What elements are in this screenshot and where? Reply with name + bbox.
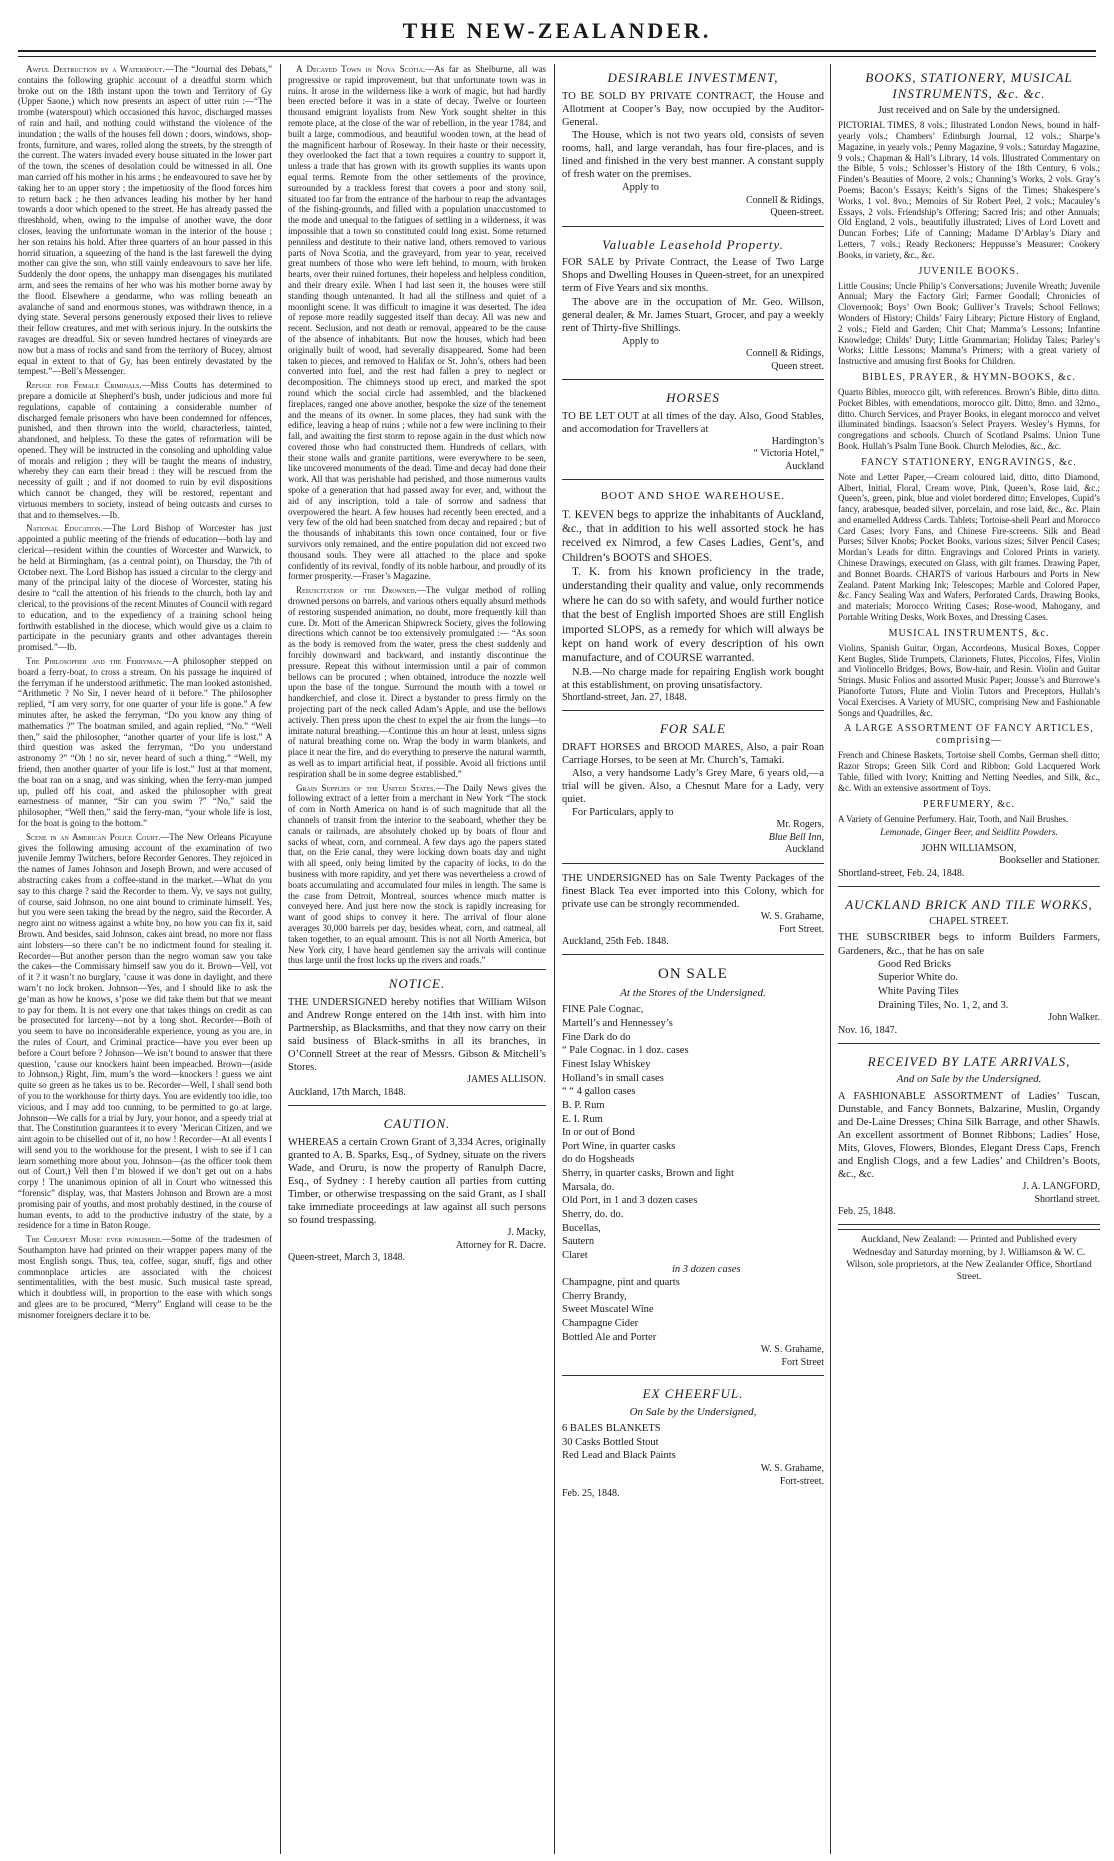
tea-signature-street: Fort Street. [779,923,824,935]
onsale-item: Champagne, pint and quarts [562,1277,680,1289]
leasehold-ad [562,231,824,380]
excheerful-item: Red Lead and Black Paints [562,1450,676,1462]
notice-date: Auckland, 17th March, 1848. [288,1086,406,1098]
brick-ad [838,891,1100,1044]
article-title: A Decayed Town in Nova Scotia. [296,64,426,74]
notice-body: THE UNDERSIGNED hereby notifies that William Wilson and Andrew Ronge entered on the 14th inst. with him into Partnership, as Blacksmiths, and that they now carry on their said business of Black-smiths in all its branches, in O’Connell Street at the rear of Messrs. Gibson & Mitchell’s Stores. [288,996,546,1074]
boot-ad [562,484,824,711]
caution-heading: CAUTION. [383,1115,451,1131]
onsale-subheading: At the Stores of the Undersigned. [620,987,766,1000]
boot-date: Shortland-street, Jan. 27, 1848. [562,691,687,703]
lemonade-line: Lemonade, Ginger Beer, and Seidlitz Powders. [880,828,1058,839]
onsale-signature-street: Fort Street [781,1356,824,1368]
received-signature-street: Shortland street. [1034,1193,1100,1205]
article-body: —The “Journal des Debats,” contains the following graphic account of a dreadful storm which broke out on the 18th instant upon the town and Territory of Gy (Upper Saone,) which now presents an aspect of utter ruin :—“The trombe (waterspout) which occasioned this havoc, discharged masses of rain and hail, and nothing could withstand the violence of the inundation ; the walls of the houses fell down ; doors, windows, shop-fronts, furniture, and wares, rolled along the streets, by the strength of the current. The waters invaded every house situated in the lower part of the town, the scenes of desolation could be witnessed in all. One man carried off his mother in his arms ; he endeavoured to save her by taking her to an upper story ; the impetuosity of the flood forces him to return back ; he then advances leading his mother by her hand towards a door which opened to the street. He has already passed the threshhold, when, owing to the impulse of another wave, the door closes, leaving the unfortunate woman in the interior of the house ; her son retains his hold. After three quarters of an hour passed in this horrid situation, a squeezing of the hand is the last farewell the dying mother can give the son, who still vainly endeavours to save her life. Suddenly the door opens, the unhappy man disengages his mutilated arm, and sees the remains of her who was his mother borne away by the flood. Elsewhere a gendarme, who was rolling beneath an avalanche of sand and enormous stones, was withdrawn thence, in a dying state. Several persons generously exposed their lives to relieve their fellow creatures, and met with serious injury. In the outskirts the ravages are dreadful. Six or seven hundred hectares of vineyards are now but a mass of rocks and sand from the territory of Bucey, almost equal in extent to that of Gy, has been entirely devastated by the tempest.”—Bell’s Messenger. [18,64,272,377]
notice-signature: JAMES ALLISON. [467,1074,546,1086]
desirable-body: TO BE SOLD BY PRIVATE CONTRACT, the House and Allotment at Cooper’s Bay, now occupied by the Auditor-General. [562,90,824,128]
boot-body-3: N.B.—No charge made for repairing English work bought at this establishment, on proving unsatisfactory. [562,666,824,691]
onsale-item: E. I. Rum [562,1113,603,1125]
excheerful-item: 6 BALES BLANKETS [562,1423,661,1435]
brick-heading: AUCKLAND BRICK AND TILE WORKS, [845,896,1093,912]
boot-body: T. KEVEN begs to apprize the inhabitants of Auckland, &c., that in addition to his well assorted stock he has received ex Nimrod, a few Cases Ladies, Gent’s, and Children’s BOOTS and SHOES. [562,508,824,564]
received-body: A FASHIONABLE ASSORTMENT of Ladies’ Tuscan, Dunstable, and Fancy Bonnets, Balzarine, Muslin, Organdy and De-Laine Dresses; China Silk Barrage, and other Shawls. An excellent assortment of Bonnet Ribbons; Ladies’ Hose, Mits, Gloves, Flowers, Blondes, Elegant Dress Caps, French and English Clogs, and a few Ladies’ and Children’s Boots, &c., &c. [838,1090,1100,1181]
article-title: The Philosopher and the Ferryman. [26,656,164,667]
article-title: Scene in an American Police Court. [26,831,161,842]
onsale-item: do do Hogsheads [562,1154,635,1166]
desirable-ad [562,64,824,227]
onsale-item: FINE Pale Cognac, [562,1004,644,1016]
leasehold-heading: Valuable Leasehold Property. [602,236,784,252]
brick-item: White Paving Tiles [878,985,959,997]
article-title: Resuscitation of the Drowned. [296,585,417,596]
article-title: Refuge for Female Criminals. [26,380,142,391]
brick-list [838,958,1100,1013]
forsale-body: DRAFT HORSES and BROOD MARES, Also, a pair Roan Carriage Horses, to be seen at Mr. Church’s, Tamaki. [562,741,824,766]
brick-item: Superior White do. [878,972,959,984]
brick-item: Good Red Bricks [878,958,951,970]
onsale-item: Bottled Ale and Porter [562,1331,657,1343]
leasehold-signature: Connell & Ridings, [745,348,824,360]
forsale-signature: Mr. Rogers, [776,819,824,831]
brick-signature: John Walker. [1048,1012,1100,1024]
received-signature: J. A. LANGFORD, [1022,1181,1100,1193]
onsale-item: Sherry, do. do. [562,1208,624,1220]
assortment-body: French and Chinese Baskets, Tortoise shell Combs, German shell ditto; Razor Strops; Green Silk Cord and Ribbon; Gold Lacquered Work Table, filled with Ivory; Knitting and Netting Needles, and Silk, &c., &c. With an extensive assortment of Toys. [838,750,1100,793]
horses-signature-hotel: “ Victoria Hotel,” [753,448,824,460]
article [288,585,546,779]
article-title: Grain Supplies of the United States. [296,782,436,793]
onsale-item: Finest Islay Whiskey [562,1058,651,1070]
article [18,64,272,377]
onsale-item: B. P. Rum [562,1099,605,1111]
desirable-signature-street: Queen-street. [770,207,824,219]
onsale-signature: W. S. Grahame, [760,1344,824,1356]
desirable-signature: Connell & Ridings, [745,194,824,206]
onsale-item: Sweet Muscatel Wine [562,1304,654,1316]
caution-signature-title: Attorney for R. Dacre. [455,1239,546,1251]
excheerful-list [562,1422,824,1463]
onsale-item: Port Wine, in quarter casks [562,1140,676,1152]
horses-signature-town: Auckland [785,460,824,472]
brick-item: Draining Tiles, No. 1, 2, and 3. [878,999,1009,1011]
column-divider [554,64,555,1854]
caution-body: WHEREAS a certain Crown Grant of 3,334 Acres, originally granted to A. B. Sparks, Esq., of Sydney, situate on the rivers Wade, and Oruru, is now the property of Ranulph Dacre, Esq., of Sydney : I hereby caution all parties from cutting Timber, or otherwise trespassing on the said Grant, as I shall take immediate proceedings at law against all such persons so found trespassing. [288,1136,546,1227]
article-title: National Education. [26,523,103,534]
fancy-heading: FANCY STATIONERY, ENGRAVINGS, &c. [861,456,1077,468]
forsale-body-2: Also, a very handsome Lady’s Grey Mare, 6 years old,—a trial will be given. Also, a Chesnut Mare for a Lady, very quiet. [562,767,824,806]
onsale-heading: ON SALE [658,966,728,983]
excheerful-subheading: On Sale by the Undersigned, [629,1405,757,1418]
onsale-item: Champagne Cider [562,1318,639,1330]
brick-subheading: CHAPEL STREET. [929,916,1009,928]
column-divider [830,64,831,1854]
onsale-item: Fine Dark do do [562,1031,631,1043]
juvenile-body: Little Cousins; Uncle Philip’s Conversations; Juvenile Wreath; Juvenile Annual; Mary the Factory Girl; Farmer Goodall; Chronicles of Clovernook; Boys’ Own Book; Gulliver’s Travels; School Fellows; Wonders of History; Childs’ Fairy Library; Picture History of England, 2 vols.; Field and Garden; Chit Chat; Mamma’s Lessons; Infantine Knowledge; Childs’ Duty; Little Grammarian; Holiday Tales; Parley’s Works; Little Lessons; Mamma’s Primers; with a great variety of Instructive and amusing first Books for Children. [838,280,1100,367]
forsale-body-3: For Particulars, apply to [572,807,674,819]
article-body: —The New Orleans Picayune gives the following amusing account of the examination of two juvenile Jemmy Twitchers, before Recorder Genores. They rejoiced in the names of James Johnson and Joseph Brown, and were accused of abstracting cakes from a coffee-stand in the market.—What do you say to this charge ? said the Recorder to them. Vy, ve says not guilty, of course, said Johnson, no one aint bound to criminate himself. Yes, but you were seen taking the bread by the negro, said the Recorder. A negro aint no witness against a white boy, no how you can fix it, said Brown. And besides, said Johnson, cakes aint bread, no more nor flass aint lobsters—so there can’t be no indictment found for stealing it. Recorder—But another person than the negro woman saw you take the cakes—the Commissary himself saw you do it. Brown—Vell, vot of it ? it wasn’t no burglary, ’cause it was done in daylight, and there warn’t no lock broken. Johnson—Yes, and I should like to ask the ge’man as how he knows, s’pose we did take them but that we meant to pay for them. It is not every one that takes things on credit as can be prosecuted for larceny—not by a long shot. Recorder—Both of you seem to have no inconsiderable experience, young as you are, in the rules of Court, and Criminal practice—have you ever been up before a Court before ? Johnson—We isn’t bound to answer that there question, ’cause our knockers haint been impeached. Brown—(aside to Johnson,) Right, Jim, mum’s the word—knockers ! guess we aint quite so green as he takes us to be. Recorder—Well, I shall send both of you to the workhouse for thirty days. You are evidently too idle, too vicious, and I may add too cunning, to be permitted to go at large. Johnson—We calls for a trial by Jury, your honor, and a speedy trial at that. The Constitution guarantees it to every ’Merican Citizen, and we aint agoin to be chiselled out of it, no how ! Recorder—At all events I will send you to the workhouse for the present, I wish to see if I can learn something more about you. Johnson—(as the officer took them out of Court,) Vell then I’m blowed if we don’t get out on a habs corpy ! The unanimous opinion of all in Court who witnessed this “forensic” display, was, that Masters Johnson and Brown are a most promising pair of youths, and most probably destined, in the course of human events, to add to the productive industry of the state, by a residence for a time in Baton Rouge. [18,831,272,1231]
leasehold-apply: Apply to [622,335,660,347]
onsale-item: “ Pale Cognac. in 1 doz. cases [562,1045,689,1057]
brick-date: Nov. 16, 1847. [838,1024,898,1036]
books-signature: JOHN WILLIAMSON, [921,842,1017,854]
article [18,1234,272,1320]
juvenile-heading: JUVENILE BOOKS. [918,265,1020,277]
article-body: —The Lord Bishop of Worcester has just appointed a public meeting of the friends of education—both lay and clerical—resident within the counties of Worcester and Warwick, to be held at Birmingham, (as a central point), on Thursday, the 7th of October next. The Lord Bishop has issued a circular to the clergy and many of the principal laity of the diocese of Worcester, stating his desire to “call the attention of his friends to the church, both lay and clerical, to the provisions of the recent Minutes of Council with regard to education, and to the expediency of a training school being forthwith established in the diocese, which would give us a claim to participate in the pecuniary grants and other advantages therein promised.”—Ib. [18,523,272,653]
onsale-item: Sherry, in quarter casks, Brown and light [562,1168,734,1180]
tea-body: THE UNDERSIGNED has on Sale Twenty Packages of the finest Black Tea ever imported into this Colony, which for private use can be strongly recommended. [562,872,824,911]
column-3 [562,64,824,1854]
article-body: —Miss Coutts has determined to prepare a domicile at Shepherd’s bush, under judicious and more ful regulations, capable of containing a considerable number of discharged female prisoners who have been condemned for offences, punished, and then thrown into the world, characterless, tainted, abandoned, and helpless. To these the gates of reformation will be opened. They will be instructed in the consoling and upholding value of morals and religion ; they will be taught the means of industry, whereby they can earn their bread : they will be rescued from the necessity of guilt ; and if not doomed to ruin by evil dispositions which cannot be changed, they will be restored, repentant and virtuous members to society, instead of being outcasts and curses to that and to themselves.—Ib. [18,380,272,520]
masthead-rule [18,50,1096,52]
onsale-item: Claret [562,1249,588,1261]
horses-body: TO BE LET OUT at all times of the day. Also, Good Stables, and accomodation for Travellers at [562,410,824,435]
horses-signature: Hardington’s [771,435,824,447]
excheerful-signature: W. S. Grahame, [760,1463,824,1475]
boot-heading: BOOT AND SHOE WAREHOUSE. [600,490,786,503]
column-4 [838,64,1100,1854]
column-2 [288,64,546,1854]
article [288,64,546,582]
article-body: —A philosopher stepped on board a ferry-boat, to cross a stream. On his passage he inquired of the ferryman if he understood arithmetic. The man looked astonished. “Arithmetic ? No Sir, I never heard of it before.” The philosopher replied, “I am very sorry, for one quarter of your life is gone.” A few minutes after, he asked the ferryman, “Do you know any thing of mathematics ?” The boatman smiled, and again replied, “No.” “Well then,” said the philosopher, “another quarter of your life is lost.” A third question was asked the ferryman, “Do you understand astronomy ?” “Oh ! no sir, never heard of such a thing.” “Well, my friend, then another quarter of your life is lost.” Just at that moment, the boat ran on a snag, and was sinking, when the ferry-man jumped up, pulled off his coat, and asked the philosopher with great earnestness of manner, “Sir can you swim ?” “No,” said the philosopher, “Well then,” said the ferry-man, “your whole life is lost, for the boat is going to the bottom.” [18,656,272,828]
onsale-bracket-note: in 3 dozen cases [672,1263,741,1275]
article [18,380,272,520]
excheerful-date: Feb. 25, 1848. [562,1488,620,1500]
caution-date: Queen-street, March 3, 1848. [288,1252,406,1264]
article-title: The Cheapest Music ever published. [26,1234,162,1245]
received-date: Feb. 25, 1848. [838,1206,896,1218]
perfumery-body: A Variety of Genuine Perfumery. Hair, Tooth, and Nail Brushes. [838,813,1069,824]
onsale-item: Martell’s and Hennessey’s [562,1018,673,1030]
bibles-heading: BIBLES, PRAYER, & HYMN-BOOKS, &c. [862,371,1076,383]
onsale-item: Bucellas, [562,1222,601,1234]
column-divider [280,64,281,1854]
perfumery-heading: PERFUMERY, &c. [923,798,1015,810]
received-ad [838,1048,1100,1226]
forsale-signature-inn: Blue Bell Inn, [768,831,824,843]
horses-heading: HORSES [666,390,720,406]
onsale-list [562,1003,824,1344]
article [18,656,272,829]
excheerful-signature-street: Fort-street. [779,1475,824,1487]
books-subheading: Just received and on Sale by the undersigned. [877,105,1061,117]
column-1 [18,64,272,1854]
excheerful-heading: EX CHEERFUL. [642,1386,744,1402]
books-heading: BOOKS, STATIONERY, MUSICAL INSTRUMENTS, &c. &c. [865,70,1073,101]
excheerful-item: 30 Casks Bottled Stout [562,1436,659,1448]
caution-signature: J. Macky, [507,1227,546,1239]
bibles-body: Quarto Bibles, morocco gilt, with references. Brown’s Bible, ditto ditto. Pocket Bibles, with emendations, morocco gilt. Ditto, 8mo. and 32mo., ditto. Church Services, and Prayer Books, in elegant morocco and velvet illuminated bindings. Isaacson’s Select Prayers. Wesley’s Hymns, for congregations and schools. Church of Scotland Psalms. Union Tune Book. Hullah’s Psalm Tune Book. Church Melodies, &c., &c. [838,386,1100,451]
imprint: Auckland, New Zealand: — Printed and Published every Wednesday and Saturday morning, by J. Williamson & W. C. Wilson, sole proprietors, at the New Zealander Office, Shortland Street. [838,1229,1100,1283]
assortment-heading: A LARGE ASSORTMENT OF FANCY ARTICLES, comprising— [844,723,1094,747]
onsale-item: Old Port, in 1 and 3 dozen cases [562,1195,698,1207]
tea-signature: W. S. Grahame, [760,911,824,923]
books-body: PICTORIAL TIMES, 8 vols.; Illustrated London News, bound in half-yearly vols.; Chambers’ Edinburgh Journal, 12 vols.; Sharpe’s Magazine, in yearly vols.; Penny Magazine, 9 vols.; Saturday Magazine, 9 vols.; Chapman & Hall’s Library, 14 vols. Illustrated Commentary on the Bible, 5 vols.; Schlosser’s History of the 18th Century, 6 vols.; Finden’s Beauties of Moore, 2 vols.; Channing’s Works, 2 vols. Gray’s Poems; Bacon’s Essays; Keith’s Signs of the Times; Shakespere’s Works, 1 vol. 8vo.; Memoirs of Sir Robert Peel, 2 vols.; Macauley’s Essays, 2 vols. Friendship’s Offering; Sacred Iris; and other Annuals; Old England, 2 vols., beautifully illustrated; Lives of Lord Lovett and Duncan Forbes; Life of Canning; Madame D’Arblay’s Diary and Letters, 7 vols.; Ready Reckoners; Heppusse’s Measurer; Cookery Books, in variety, &c., &c. [838,120,1100,260]
notice-ad [288,969,546,1106]
leasehold-body-2: The above are in the occupation of Mr. Geo. Willson, general dealer, & Mr. James Stuart, Grocer, and pay a weekly rent of Thirty-five Shillings. [562,296,824,334]
caution-ad [288,1110,546,1270]
tea-date: Auckland, 25th Feb. 1848. [562,936,669,948]
article-title: Awful Destruction by a Waterspout. [26,64,165,74]
books-ad [838,64,1100,887]
notice-heading: NOTICE. [388,976,446,992]
horses-ad [562,384,824,480]
onsale-item: Cherry Brandy, [562,1290,627,1302]
masthead-rule-thin [18,56,1096,57]
excheerful-ad [562,1380,824,1506]
brick-body: THE SUBSCRIBER begs to inform Builders Farmers, Gardeners, &c., that he has on sale [838,932,1100,957]
fancy-body: Note and Letter Paper,—Cream coloured laid, ditto, ditto Diamond, Albert, Initial, Floral, Cream wove, Pink, Queen’s, Rose laid, &c.; Queen’s, green, pink, blue and violet bordered ditto; Envelopes, Cupid’s fancy, arabesque, beaded silver, porcelain, and rose laid, &c., &c. Plain and enamelled Address Cards. Tablets; Tortoise-shell Pearl and Morocco Card Cases; Ivory Fans, and Chinese Fire-screens. Silk and Bead Purses; Silver Knobs; Pocket Books, various sizes; Silver Pencil Cases; Mordan’s Leads for ditto. Engravings and Colored Prints in variety. Chinese Drawings, executed on Glass, with gilt frames. Drawing Paper, and Bonnet Boards. CHARTS of various Harbours and Ports in New Zealand. Patent Marking Ink; Telescopes; Marble and Colored Paper, &c. Fancy Sealing Wax and Wafers, Perforated Cards, Drawing Books, and materials; Morocco Writing Cases; Rose-wood, Mahogany, and Portable Writing Desks, Work Boxes, and Dressing Cases. [838,471,1100,623]
received-heading: RECEIVED BY LATE ARRIVALS, [867,1053,1071,1069]
music-body: Violins, Spanish Guitar, Organ, Accordeons, Musical Boxes, Copper Kent Bugles, Slide Trumpets, Clarionets, Flutes, Piccolos, Fifes, Violin and Violincello Bridges, Bows, Bow-hair, and Resin. Violin and Guitar Strings. Music Folios and assorted Music Paper; Jousse’s and Burrowe’s Pianoforte Tutors, Flute and Violin Tutors and Preceptors, Hullah’s Vocal Exercises. A Variety of MUSIC, comprising New and Fashionable Songs and Quadrilles, &c. [838,642,1100,718]
article-body: —Some of the tradesmen of Southampton have had printed on their wrapper papers many of the most English songs. Thus, tea, coffee, sugar, snuff, figs and other commonplace articles are associated with the choicest sentimentalities, with the best music. Such musical taste spread, which it doubtless will, in proportion to the ease with which songs and glees are to be procured, “Merry” England will cease to be the misnomer foreigners declare it to be. [18,1234,272,1320]
desirable-heading: DESIRABLE INVESTMENT, [607,70,779,85]
received-subheading: And on Sale by the Undersigned. [896,1073,1042,1086]
desirable-body-2: The House, which is not two years old, consists of seven rooms, hall, and large verandah, has four fire-places, and is lined and finished in the very best manner. A constant supply of fresh water on the premises. [562,129,824,181]
onsale-item: Marsala, do. [562,1181,615,1193]
onsale-item: Sautern [562,1236,595,1248]
article [18,832,272,1231]
desirable-apply: Apply to [622,182,660,194]
forsale-ad [562,715,824,864]
article-body: —As far as Shelburne, all was progressive or rapid improvement, but that unfortunate town was in ruins. It arose in the wilderness like a work of magic, but had hardly been erected before it was in a state of decay. Twelve or fourteen thousand emigrant loyalists from New York sought shelter in this remote place, at the close of the war of rebellion, in the year 1784, and built a large, commodious, and beautiful wooden town, at the head of the magnificent harbour of Roseway. In their haste or their necessity, they overlooked the fact that a town requires a country to support it, unless a trade that has grown with its growth supplies its wants upon equal terms. Remote from the other settlements of the province, surrounded by a trackless forest that covers a poor and stony soil, situated too far from the entrance of the harbour to reap the advantages of the fishing-grounds, and filled with a population unaccustomed to the mode and unequal to the fatigues of settling in a wilderness, it was impossible that a town so constituted could long exist. Some returned penniless and destitute to their native land, others removed to various parts of Nova Scotia, and the graveyard, from year to year, received great numbers of those who were left behind, to mourn, with broken hearts, over their ruined fortunes, their hopeless and helpless condition, and their dreary exile. When I had last seen it, the houses were still standing though untenanted. It had all the stillness and quiet of a moonlight scene. It was difficult to imagine it was deserted. The idea of repose more readily suggested itself than decay. All was new and recent. Seclusion, and not death or removal, appeared to be the cause of the absence of inhabitants. But now the houses, which had been originally built of wood, had severally disappeared. Some had been taken to pieces, and removed to Halifax or St. John’s, others had been converted into fuel, and the rest had fallen a prey to neglect or decomposition. The chimneys stood up erect, and marked the spot round which the social circle had assembled, and the blackened fireplaces, ranged one above another, bespoke the size of the tenement and the means of its owner. In some places, they had sunk with the edifice, leaving a heap of ruins ; while not a few were inclining to their fall, and awaiting the first storm to repose again in the dust which now covered those who had constructed them. Hundreds of cellars, with their stone walls and granite partitions, were everywhere to be seen, like uncovered monuments of the dead. Time and decay had done their work. All that was perishable had perished, and those numerous vaults spoke of a generation that had passed away for ever, and, without the aid of any inscription, told a tale of sorrow and sadness that overpowered the heart. A few houses had recently been erected, and a very few of the old had been snatched from decay and repaired ; but of the thousands of inhabitants this town once contained, four or five survivors only remained, and the entire population did not exceed two thousand souls. They were all attached to the place and spoke confidently of its revival, fondly of its noble harbour, and proudly of its former prosperity.—Fraser’s Magazine. [288,64,546,582]
article [288,783,546,967]
forsale-signature-town: Auckland [785,844,824,856]
books-date: Shortland-street, Feb. 24, 1848. [838,867,965,879]
books-signature-title: Bookseller and Stationer. [999,855,1100,867]
boot-body-2: T. K. from his known proficiency in the trade, understanding their quality and value, only recommends where he can do so with safety, and would further notice that the best of English imported Shoes are still English imported SLOPS, as a remedy for which will always be kept on hand work of every description of his own manufacture, and of COURSE warranted. [562,566,824,665]
forsale-heading: FOR SALE [659,720,727,736]
onsale-item: “ “ 4 gallon cases [562,1086,636,1098]
music-heading: MUSICAL INSTRUMENTS, &c. [888,627,1050,639]
masthead: THE NEW-ZEALANDER. [402,18,712,43]
article-body: —The Daily News gives the following extract of a letter from a merchant in New York “The stock of corn in North America on hand is of such magnitude that all the channels of transit from the interior to the seaboard, whether they be canals or railroads, are absolutely choked up by boats of flour and sacks of wheat, corn, and cornmeal. A few days ago the papers stated that, on the Erie canal, they were locking down boats day and night with all speed, only being limited by the capacity of locks, to do the business with more rapidity, and yet there was nevertheless a crowd of boats accumulating and accumulated four miles in length. The same is the case from Detroit, Montreal, sources whence much matter is conveyed here. And just here now the stock is rapidly increasing for want of good ships to convey it here. The arrival of flour alone averages 30,000 barrels per day, besides wheat, corn, and oatmeal, all taken together, to an equal amount. This is not all North America, but New York city, I have heard gentlemen say the arrivals will continue thus large until the frost locks up the rivers and roads.” [288,782,546,966]
onsale-ad [562,959,824,1376]
tea-ad [562,868,824,955]
article [18,523,272,653]
leasehold-body: FOR SALE by Private Contract, the Lease of Two Large Shops and Dwelling Houses in Queen-street, for an unexpired term of Five Years and six months. [562,257,824,295]
article-body: —The vulgar method of rolling drowned persons on barrels, and various others equally absurd methods of restoring suspended animation, no doubt, more frequently kill than cure. Dr. Mott of the American Shipwreck Society, gives the following directions which cannot be too extensively promulgated :— “As soon as the body is removed from the water, press the chest suddenly and forcibly downward and backward, and instantly discontinue the pressure. Repeat this without intermission until a pair of common bellows can be procured ; when obtained, introduce the nozzle well upon the base of the tongue. Surround the mouth with a towel or handkerchief, and close it. Direct a bystander to press firmly on the projecting part of the neck called Adam’s Apple, and use the bellows actively. Then press upon the chest to expel the air from the lungs—to imitate natural breathing.—Continue this an hour at least, unless signs of natural breathing come on. Wrap the body in warm blankets, and place it near the fire, and do everything to preserve the natural warmth, as well as to impart artificial heat, if possible. Avoid all frictions until respiration shall be in some degree established.” [288,585,546,779]
onsale-item: Holland’s in small cases [562,1072,664,1084]
leasehold-signature-street: Queen street. [771,360,824,372]
onsale-item: In or out of Bond [562,1127,635,1139]
